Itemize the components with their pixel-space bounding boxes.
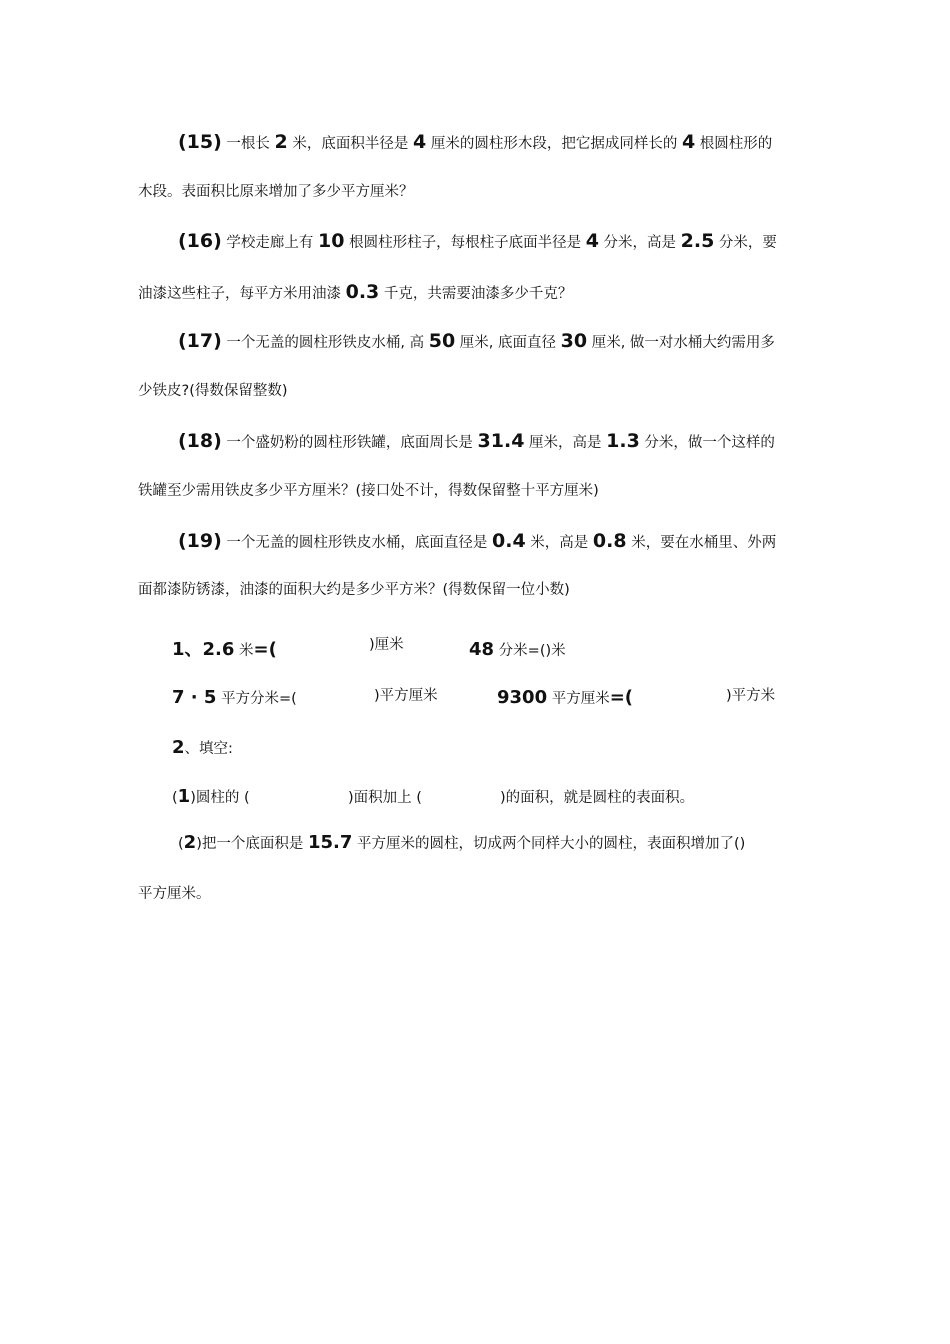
problem-19-line-2: 面都漆防锈漆，油漆的面积大约是多少平方米？(得数保留一位小数): [138, 582, 570, 598]
problem-17-line-1: (17) 一个无盖的圆柱形铁皮水桶, 高 50 厘米, 底面直径 30 厘米, 做一对水桶大约需用多: [178, 330, 775, 352]
problem-number: (18): [178, 430, 222, 452]
problem-number: (17): [178, 330, 222, 352]
problem-17-line-2: 少铁皮?(得数保留整数): [138, 383, 288, 399]
fill-blank-item-1: (1)圆柱的 (: [172, 786, 250, 807]
problem-15-line-2: 木段。表面积比原来增加了多少平方厘米？: [138, 184, 414, 200]
problem-18-line-2: 铁罐至少需用铁皮多少平方厘米？(接口处不计，得数保留整十平方厘米): [138, 483, 599, 499]
conversion-7-5-sq-dm: 7 · 5 平方分米=(: [172, 687, 297, 708]
problem-18-line-1: (18) 一个盛奶粉的圆柱形铁罐，底面周长是 31.4 厘米，高是 1.3 分米，做一个这样的: [178, 430, 775, 452]
fill-blank-item-2-line-1: (2)把一个底面积是 15.7 平方厘米的圆柱，切成两个同样大小的圆柱，表面积增加了(): [178, 832, 746, 853]
problem-16-line-2: 油漆这些柱子，每平方米用油漆 0.3 千克，共需要油漆多少千克？: [138, 281, 573, 303]
conversion-sq-cm-close: )平方厘米: [374, 688, 438, 704]
section-2-title: 2、填空:: [172, 737, 233, 758]
problem-16-line-1: (16) 学校走廊上有 10 根圆柱形柱子，每根柱子底面半径是 4 分米，高是 2.5 分米，要: [178, 230, 777, 252]
conversion-2-6-m: 1、2.6 米=(: [172, 639, 277, 660]
conversion-48-dm: 48 分米=()米: [469, 639, 566, 660]
problem-19-line-1: (19) 一个无盖的圆柱形铁皮水桶，底面直径是 0.4 米，高是 0.8 米，要在水桶里、外两: [178, 530, 777, 552]
problem-15-line-1: (15) 一根长 2 米，底面积半径是 4 厘米的圆柱形木段，把它据成同样长的 4 根圆柱形的: [178, 131, 773, 153]
fill-blank-item-1-part-2: )面积加上 (: [348, 790, 422, 806]
conversion-answer-blank-close: )厘米: [369, 637, 404, 653]
conversion-9300-sq-cm: 9300 平方厘米=(: [497, 687, 634, 708]
fill-blank-item-1-part-3: )的面积，就是圆柱的表面积。: [500, 790, 695, 806]
problem-number: (15): [178, 131, 222, 153]
problem-number: (16): [178, 230, 222, 252]
problem-number: (19): [178, 530, 222, 552]
fill-blank-item-2-line-2: 平方厘米。: [138, 886, 211, 902]
conversion-sq-m-close: )平方米: [726, 688, 776, 704]
